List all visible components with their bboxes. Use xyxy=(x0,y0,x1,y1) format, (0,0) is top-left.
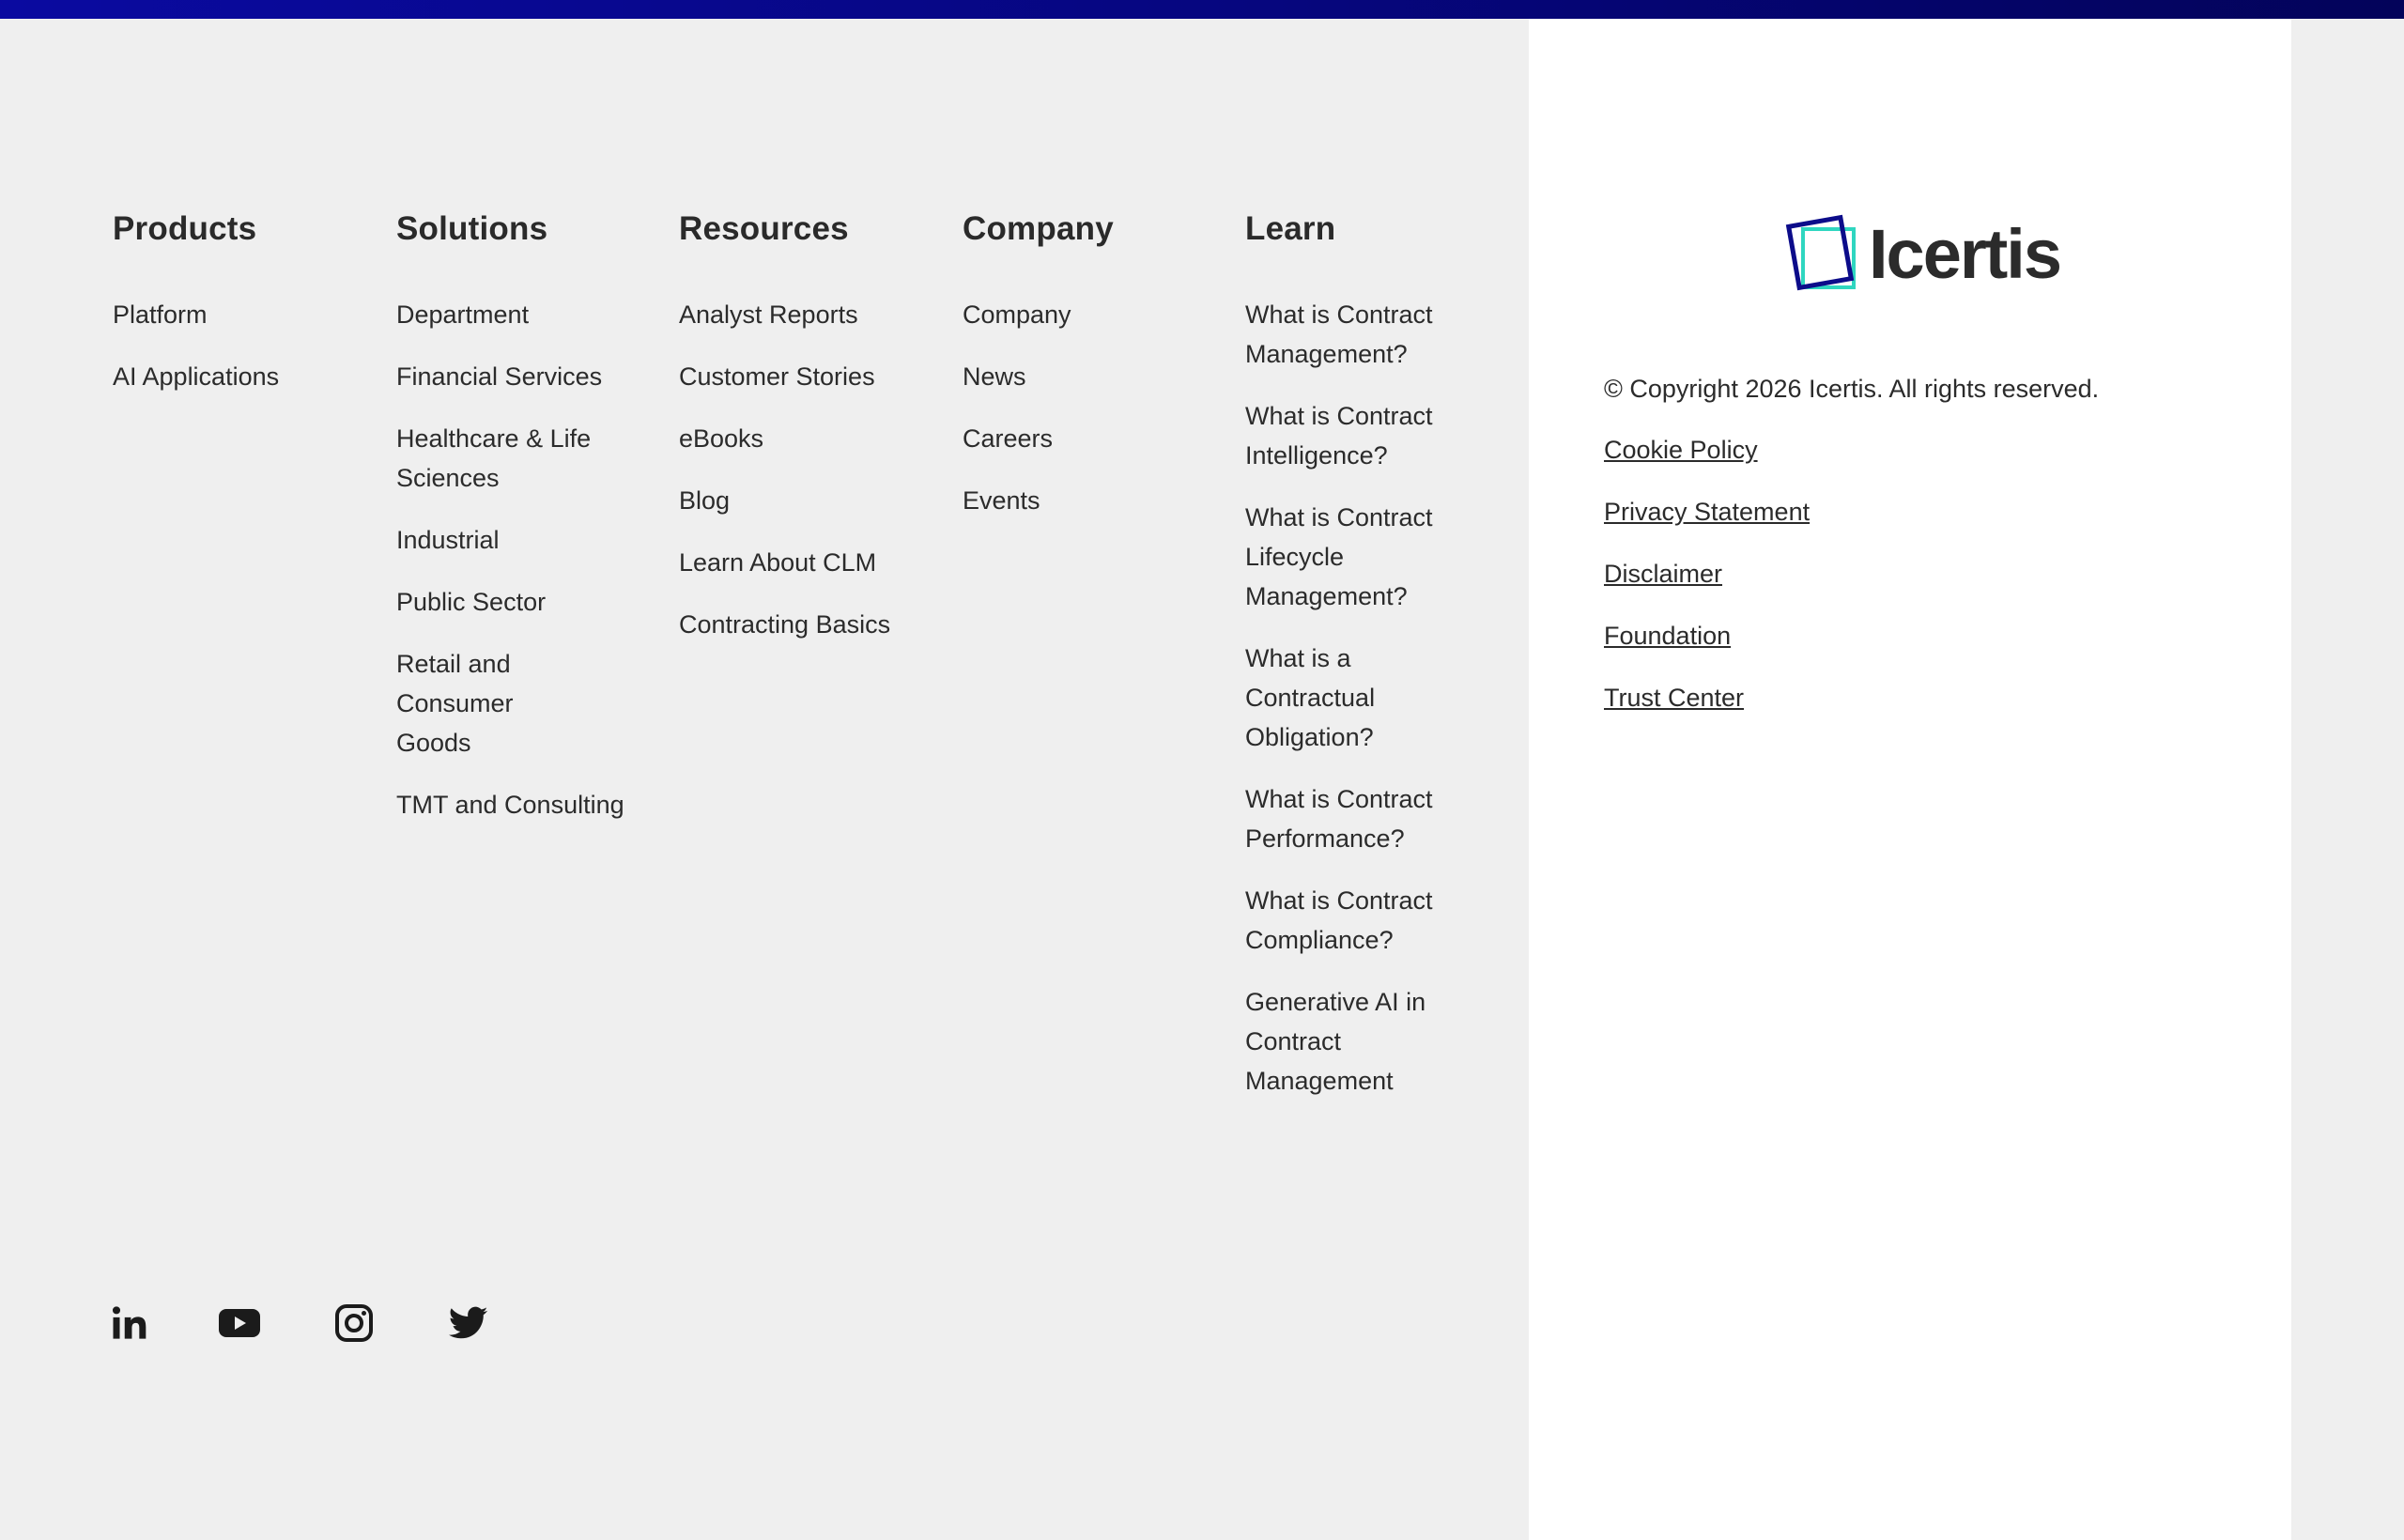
footer-link-retail-consumer-goods[interactable]: Retail and Consumer Goods xyxy=(396,650,514,757)
footer-link-news[interactable]: News xyxy=(963,362,1026,391)
column-heading-products: Products xyxy=(113,210,257,247)
footer-link-what-is-contract-management[interactable]: What is Contract Management? xyxy=(1245,300,1433,368)
foundation-link[interactable]: Foundation xyxy=(1604,622,1732,650)
linkedin-icon[interactable] xyxy=(107,1301,152,1346)
disclaimer-link[interactable]: Disclaimer xyxy=(1604,560,1723,588)
footer-link-what-is-contractual-obligation[interactable]: What is a Contractual Obligation? xyxy=(1245,644,1376,751)
footer-column-resources xyxy=(679,205,923,667)
footer-link-careers[interactable]: Careers xyxy=(963,424,1054,453)
icertis-logo[interactable] xyxy=(1784,214,2060,295)
footer-link-analyst-reports[interactable]: Analyst Reports xyxy=(679,300,858,329)
footer-column-solutions xyxy=(396,205,631,847)
column-heading-resources: Resources xyxy=(679,210,849,247)
footer-link-contracting-basics[interactable]: Contracting Basics xyxy=(679,610,891,639)
footer-column-learn xyxy=(1245,205,1461,1123)
footer-link-company[interactable]: Company xyxy=(963,300,1071,329)
cookie-policy-link[interactable]: Cookie Policy xyxy=(1604,436,1758,464)
footer-link-what-is-contract-compliance[interactable]: What is Contract Compliance? xyxy=(1245,886,1433,954)
footer-link-financial-services[interactable]: Financial Services xyxy=(396,362,603,391)
privacy-statement-link[interactable]: Privacy Statement xyxy=(1604,498,1811,526)
legal-links xyxy=(1604,430,1810,740)
column-heading-solutions: Solutions xyxy=(396,210,548,247)
footer-link-what-is-clm[interactable]: What is Contract Lifecycle Management? xyxy=(1245,503,1433,610)
icertis-logo-mark xyxy=(1784,214,1861,295)
footer-link-what-is-contract-performance[interactable]: What is Contract Performance? xyxy=(1245,785,1433,853)
footer-link-tmt-consulting[interactable]: TMT and Consulting xyxy=(396,791,624,819)
top-accent-bar xyxy=(0,0,2404,19)
footer-link-public-sector[interactable]: Public Sector xyxy=(396,588,547,616)
footer-column-products xyxy=(113,205,357,419)
trust-center-link[interactable]: Trust Center xyxy=(1604,684,1745,712)
footer-link-learn-about-clm[interactable]: Learn About CLM xyxy=(679,548,877,577)
footer-link-events[interactable]: Events xyxy=(963,486,1040,515)
footer-link-ai-applications[interactable]: AI Applications xyxy=(113,362,280,391)
footer-link-platform[interactable]: Platform xyxy=(113,300,208,329)
footer-link-generative-ai-contract-management[interactable]: Generative AI in Contract Management xyxy=(1245,988,1426,1095)
instagram-icon[interactable] xyxy=(331,1301,377,1346)
copyright-text: © Copyright 2026 Icertis. All rights reserved. xyxy=(1604,375,2100,403)
footer-link-ebooks[interactable]: eBooks xyxy=(679,424,764,453)
footer-link-healthcare-life-sciences[interactable]: Healthcare & Life Sciences xyxy=(396,424,592,492)
column-heading-company: Company xyxy=(963,210,1114,247)
column-heading-learn: Learn xyxy=(1245,210,1336,247)
twitter-icon[interactable] xyxy=(446,1301,491,1346)
footer-link-department[interactable]: Department xyxy=(396,300,530,329)
footer-link-customer-stories[interactable]: Customer Stories xyxy=(679,362,875,391)
footer-column-company xyxy=(963,205,1207,543)
footer-link-blog[interactable]: Blog xyxy=(679,486,731,515)
footer-link-industrial[interactable]: Industrial xyxy=(396,526,500,554)
youtube-icon[interactable] xyxy=(217,1301,262,1346)
footer-link-what-is-contract-intelligence[interactable]: What is Contract Intelligence? xyxy=(1245,402,1433,470)
page-margin xyxy=(2291,19,2404,1540)
icertis-logo-wordmark: Icertis xyxy=(1869,215,2061,293)
